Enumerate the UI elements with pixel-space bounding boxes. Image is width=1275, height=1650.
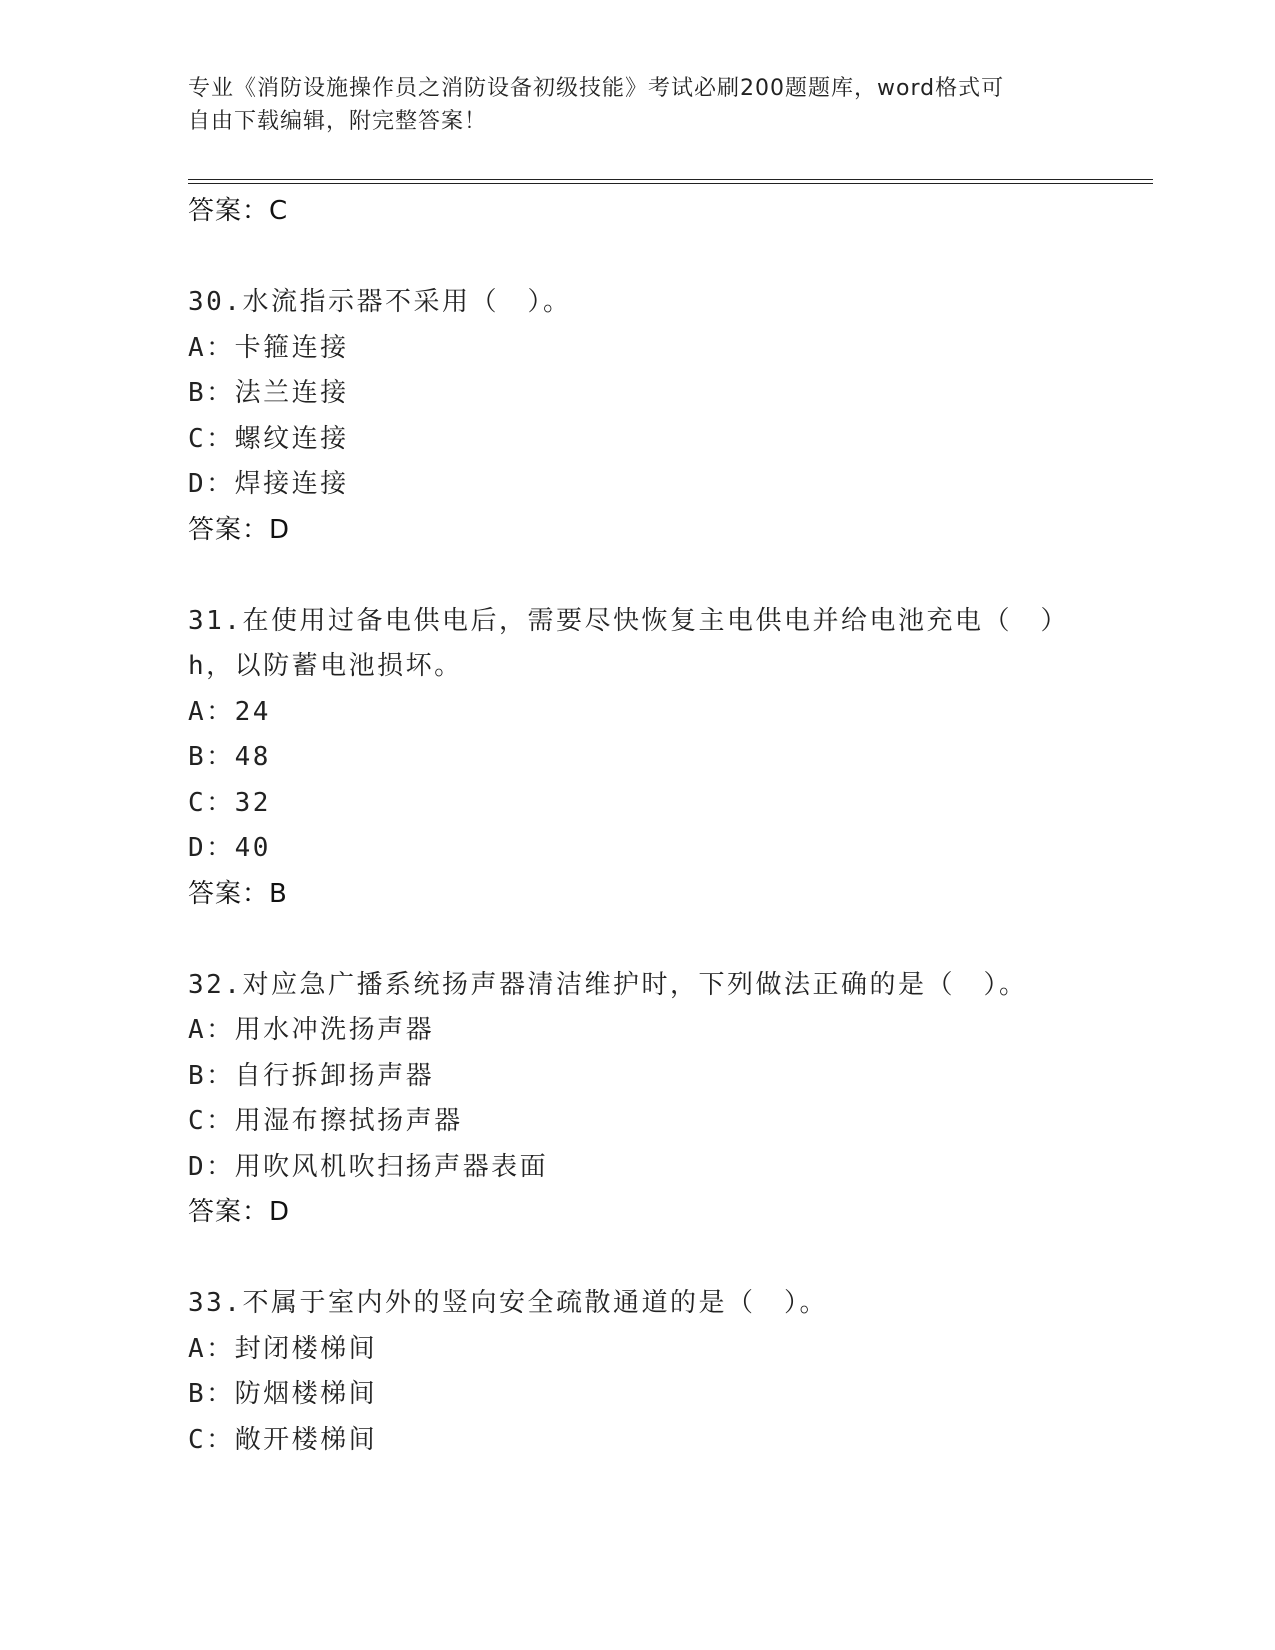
option-c: C：敞开楼梯间 — [188, 1424, 378, 1455]
header-divider-top — [188, 179, 1153, 180]
question-31 — [188, 599, 1148, 918]
option-a: A：卡箍连接 — [188, 332, 349, 363]
question-list — [188, 189, 1148, 1463]
option-c: C：32 — [188, 787, 271, 818]
option-d: D：焊接连接 — [188, 469, 349, 499]
question-stem-continued: h，以防蓄电池损坏。 — [188, 651, 463, 681]
option-d: D：用吹风机吹扫扬声器表面 — [188, 1151, 549, 1182]
question-stem: 33.不属于室内外的竖向安全疏散通道的是（ ）。 — [188, 1288, 828, 1318]
question-30 — [188, 280, 1148, 553]
question-stem: 32.对应急广播系统扬声器清洁维护时，下列做法正确的是（ ）。 — [188, 969, 1028, 1000]
option-a: A：用水冲洗扬声器 — [188, 1015, 435, 1045]
answer-line: 答案：D — [188, 1197, 291, 1227]
question-32 — [188, 963, 1148, 1236]
option-a: A：24 — [188, 696, 271, 727]
answer-line: 答案：B — [188, 878, 288, 909]
spacer — [188, 917, 1148, 963]
spacer — [188, 235, 1148, 281]
option-b: B：自行拆卸扬声器 — [188, 1060, 435, 1091]
answer-line: 答案：D — [188, 514, 291, 545]
option-a: A：封闭楼梯间 — [188, 1333, 378, 1364]
answer-line: 答案：C — [188, 196, 289, 226]
spacer — [188, 1236, 1148, 1282]
header-line-2: 自由下载编辑，附完整答案！ — [188, 109, 488, 134]
option-b: B：48 — [188, 742, 271, 772]
header-divider-bottom — [188, 183, 1153, 184]
spacer — [188, 553, 1148, 599]
option-c: C：螺纹连接 — [188, 423, 349, 454]
option-d: D：40 — [188, 833, 271, 863]
question-stem: 30.水流指示器不采用（ ）。 — [188, 287, 572, 317]
header-line-1: 专业《消防设施操作员之消防设备初级技能》考试必刷200题题库，word格式可 — [188, 76, 1005, 101]
option-b: B：法兰连接 — [188, 378, 349, 408]
question-33 — [188, 1281, 1148, 1463]
option-b: B：防烟楼梯间 — [188, 1379, 378, 1409]
page-header — [188, 72, 1068, 138]
question-stem: 31.在使用过备电供电后，需要尽快恢复主电供电并给电池充电（ ） — [188, 605, 1069, 636]
option-c: C：用湿布擦拭扬声器 — [188, 1106, 463, 1136]
